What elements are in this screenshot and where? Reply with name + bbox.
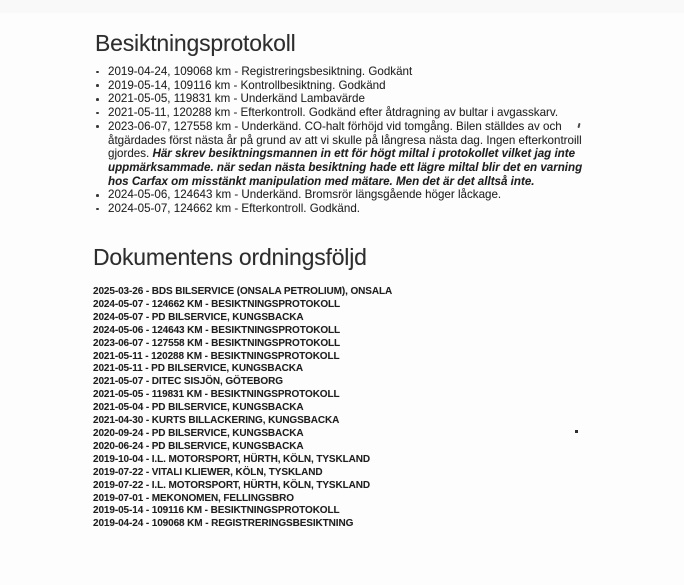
document-order-entry: 2019-04-24 - 109068 KM - REGISTRERINGSBESIKTNING <box>93 518 354 530</box>
inspection-entry-text: 2023-06-07, 127558 km - Underkänd. CO-halt förhöjd vid tomgång. Bilen ställdes av och åtgärdades först nästa år på grund av att vi skulle på långresa nästa dag. Ingen efterkontroill gjordes. <box>108 119 582 161</box>
inspection-entry-text: 2019-05-14, 109116 km - Kontrollbesiktning. Godkänd <box>108 78 386 92</box>
document-order-entry: 2020-06-24 - PD BILSERVICE, KUNGSBACKA <box>93 440 304 452</box>
bullet-icon <box>96 84 99 87</box>
document-order-entry: 2024-05-07 - 124662 KM - BESIKTNINGSPROTOKOLL <box>93 298 341 310</box>
bullet-icon <box>96 125 99 128</box>
inspection-entry-text: 2024-05-06, 124643 km - Underkänd. Bromsrör längsgående höger låckage. <box>108 188 502 202</box>
document-order-entry: 2019-07-22 - VITALI KLIEWER, KÖLN, TYSKLAND <box>93 466 323 478</box>
inspection-entry-text: 2021-05-05, 119831 km - Underkänd Lambavärde <box>108 92 365 106</box>
document-order-entry: 2021-05-07 - DITEC SISJÖN, GÖTEBORG <box>93 376 283 388</box>
inspection-entry-emphasis: Här skrev besiktningsmannen in ett för högt miltal i protokollet vilket jag inte uppmärksammade. när sedan nästa besiktning hade ett lägre miltal blir det en varning hos Carfax om misstänkt manipulation med mätare. Men det är det alltså inte. <box>108 147 583 188</box>
inspection-entry <box>95 202 589 216</box>
inspection-entry <box>95 65 589 79</box>
document-order-section-title: Dokumentens ordningsföljd <box>93 244 367 270</box>
inspection-entry-list <box>95 65 589 216</box>
document-order-entry: 2021-05-11 - PD BILSERVICE, KUNGSBACKA <box>93 363 303 375</box>
document-order-entry: 2019-05-14 - 109116 KM - BESIKTNINGSPROTOKOLL <box>93 505 340 517</box>
document-order-entry: 2021-05-05 - 119831 KM - BESIKTNINGSPROTOKOLL <box>93 389 340 401</box>
document-order-entry: 2024-05-06 - 124643 KM - BESIKTNINGSPROTOKOLL <box>93 324 341 336</box>
inspection-entry <box>95 79 589 93</box>
document-order-list <box>93 286 613 531</box>
inspection-entry-text: 2024-05-07, 124662 km - Efterkontroll. Godkänd. <box>108 202 360 216</box>
bullet-icon <box>96 194 99 197</box>
scan-speck-artifact <box>575 430 578 433</box>
inspection-entry <box>95 188 589 202</box>
bullet-icon <box>96 208 99 211</box>
inspection-entry <box>95 92 589 106</box>
scan-shading-artifact <box>0 0 684 13</box>
document-order-entry: 2019-07-01 - MEKONOMEN, FELLINGSBRO <box>93 492 294 504</box>
bullet-icon <box>96 98 99 101</box>
document-order-entry: 2021-05-04 - PD BILSERVICE, KUNGSBACKA <box>93 402 304 414</box>
document-order-entry: 2019-07-22 - I.L. MOTORSPORT, HÜRTH, KÖLN, TYSKLAND <box>93 479 370 491</box>
document-order-entry: 2024-05-07 - PD BILSERVICE, KUNGSBACKA <box>93 311 304 323</box>
inspection-entry <box>95 120 589 189</box>
bullet-icon <box>96 71 99 74</box>
document-order-entry: 2021-04-30 - KURTS BILLACKERING, KUNGSBACKA <box>93 415 340 427</box>
inspection-entry-text: 2021-05-11, 120288 km - Efterkontroll. Godkänd efter åtdragning av bultar i avgasskarv. <box>108 106 559 120</box>
inspection-entry <box>95 106 589 120</box>
document-order-entry: 2019-10-04 - I.L. MOTORSPORT, HÜRTH, KÖLN, TYSKLAND <box>93 453 370 465</box>
document-order-entry: 2025-03-26 - BDS BILSERVICE (ONSALA PETROLIUM), ONSALA <box>93 286 393 297</box>
inspection-entry-text: 2019-04-24, 109068 km - Registreringsbesiktning. Godkänt <box>108 65 413 78</box>
document-order-entry: 2023-06-07 - 127558 KM - BESIKTNINGSPROTOKOLL <box>93 337 341 349</box>
inspection-section-title: Besiktningsprotokoll <box>95 30 296 56</box>
document-order-entry: 2020-09-24 - PD BILSERVICE, KUNGSBACKA <box>93 427 304 439</box>
bullet-icon <box>96 112 99 115</box>
document-order-entry: 2021-05-11 - 120288 KM - BESIKTNINGSPROTOKOLL <box>93 350 340 362</box>
